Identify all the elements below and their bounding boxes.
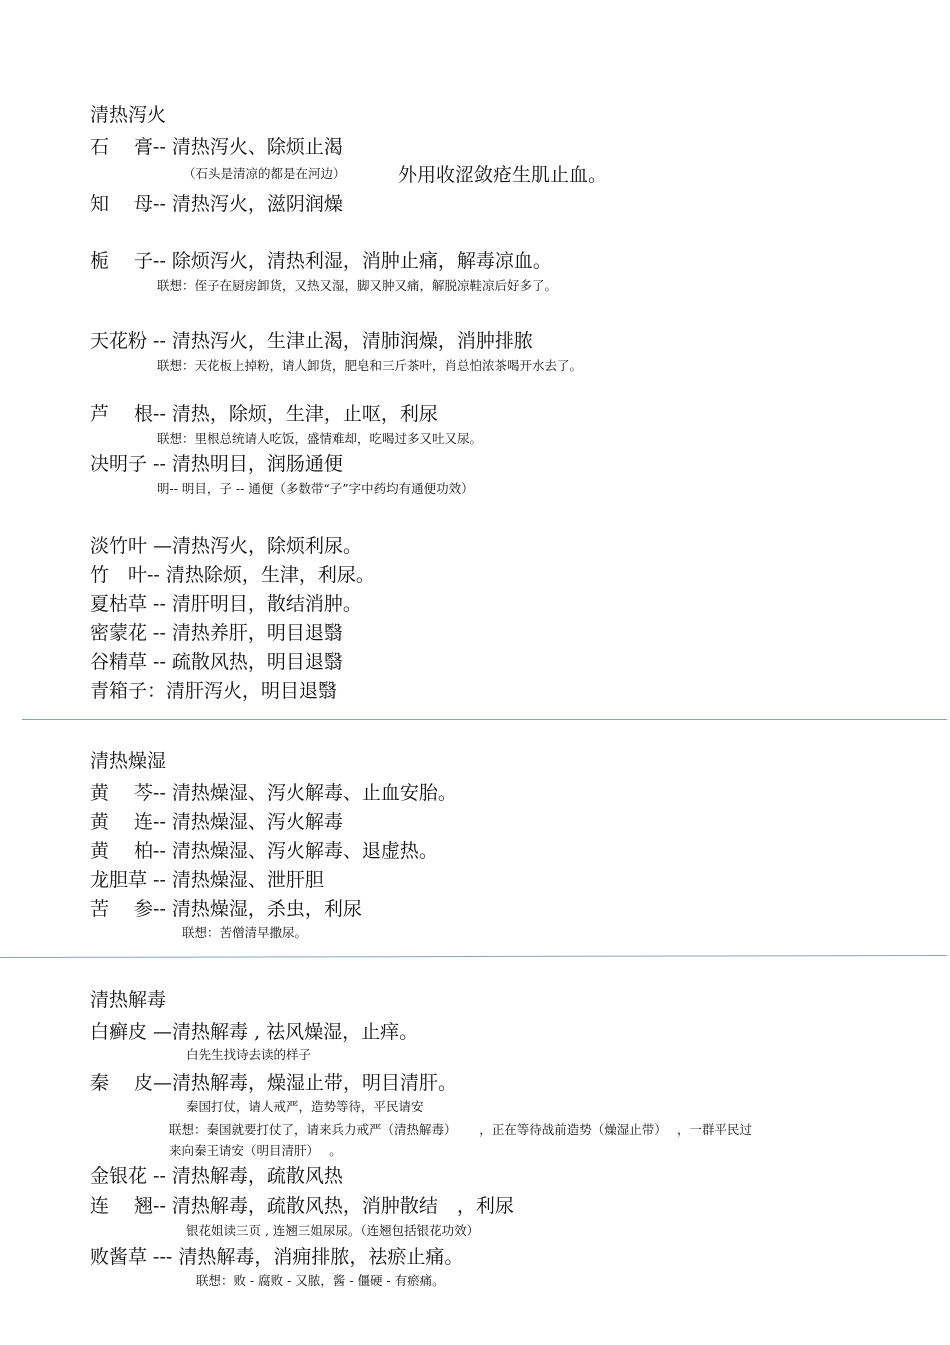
section-title-qingre-zaoshi: 清热燥湿 (90, 750, 167, 772)
entry-baijiangcao: 败酱草 --- 清热解毒，消痈排脓，祛瘀止痛。 (90, 1246, 464, 1268)
note-kushen: 联想：苦僧清早撒尿。 (182, 925, 308, 940)
note-lugen: 联想：里根总统请人吃饭，盛情难却，吃喝过多又吐又尿。 (157, 431, 483, 446)
entry-zhizi: 栀 子-- 除烦泻火，清热利湿，消肿止痛，解毒凉血。 (90, 250, 552, 272)
entry-zhuye: 竹 叶-- 清热除烦，生津，利尿。 (90, 564, 375, 586)
entry-jinyinhua: 金银花 -- 清热解毒，疏散风热 (90, 1165, 343, 1187)
entry-gujingcao: 谷精草 -- 疏散风热，明目退翳 (90, 651, 343, 673)
entry-juemingzi: 决明子 -- 清热明目，润肠通便 (90, 453, 343, 475)
entry-huangqin: 黄 芩-- 清热燥湿、泻火解毒、止血安胎。 (90, 782, 457, 804)
note-qinpi-3: 来向秦王请安（明目清肝） 。 (169, 1143, 342, 1158)
note-qinpi-1: 秦国打仗，请人戒严，造势等待，平民请安 (186, 1099, 424, 1114)
entry-kushen: 苦 参-- 清热燥湿，杀虫，利尿 (90, 898, 362, 920)
entry-huanglian: 黄 连-- 清热燥湿、泻火解毒 (90, 811, 343, 833)
section-divider (22, 719, 947, 720)
section-divider (0, 955, 947, 958)
entry-danzhuye: 淡竹叶 —清热泻火，除烦利尿。 (90, 535, 363, 557)
note-baijiangcao: 联想：败 - 腐败 - 又脓，酱 - 僵硬 - 有瘀痛。 (196, 1273, 445, 1288)
entry-tianhuafen: 天花粉 -- 清热泻火，生津止渴，清肺润燥，消肿排脓 (90, 330, 533, 352)
note-tianhuafen: 联想：天花板上掉粉，请人卸货，肥皂和三斤茶叶，肖总怕浓茶喝开水去了。 (157, 358, 583, 373)
entry-lianqiao: 连 翘-- 清热解毒，疏散风热，消肿散结 ，利尿 (90, 1195, 514, 1217)
entry-qingxiangzi: 青箱子：清肝泻火，明目退翳 (90, 680, 338, 702)
note-zhizi: 联想：侄子在厨房卸货，又热又湿，脚又肿又痛，解脱凉鞋凉后好多了。 (157, 278, 558, 293)
section-title-qingre-jiedu: 清热解毒 (90, 989, 167, 1011)
note-juemingzi: 明-- 明目，子 -- 通便（多数带“子”字中药均有通便功效） (157, 481, 474, 496)
section-title-qingre-xiehuo: 清热泻火 (90, 104, 167, 126)
entry-shigao-extra: 外用收涩敛疮生肌止血。 (398, 164, 608, 186)
entry-xiakucao: 夏枯草 -- 清肝明目，散结消肿。 (90, 593, 362, 615)
entry-qinpi: 秦 皮—清热解毒，燥湿止带，明目清肝。 (90, 1072, 458, 1094)
entry-shigao: 石 膏-- 清热泻火、除烦止渴 (90, 136, 343, 158)
note-lianqiao: 银花姐读三页 , 连翘三姐尿尿。（连翘包括银花功效） (186, 1223, 480, 1238)
note-qinpi-2: 联想：秦国就要打仗了，请来兵力戒严（清热解毒） ，正在等待战前造势（燥湿止带） ，一群平民过 (169, 1122, 752, 1137)
note-shigao: （石头是清凉的都是在河边） (183, 166, 346, 181)
entry-mimenghua: 密蒙花 -- 清热养肝，明目退翳 (90, 622, 343, 644)
entry-zhimu: 知 母-- 清热泻火，滋阴润燥 (90, 193, 343, 215)
entry-longdancao: 龙胆草 -- 清热燥湿、泄肝胆 (90, 869, 324, 891)
entry-baixianpi: 白癣皮 —清热解毒 , 祛风燥湿，止痒。 (90, 1021, 419, 1043)
entry-huangbai: 黄 柏-- 清热燥湿、泻火解毒、退虚热。 (90, 840, 438, 862)
entry-lugen: 芦 根-- 清热，除烦，生津，止呕，利尿 (90, 403, 438, 425)
note-baixianpi: 白先生找诗去读的样子 (186, 1047, 312, 1062)
